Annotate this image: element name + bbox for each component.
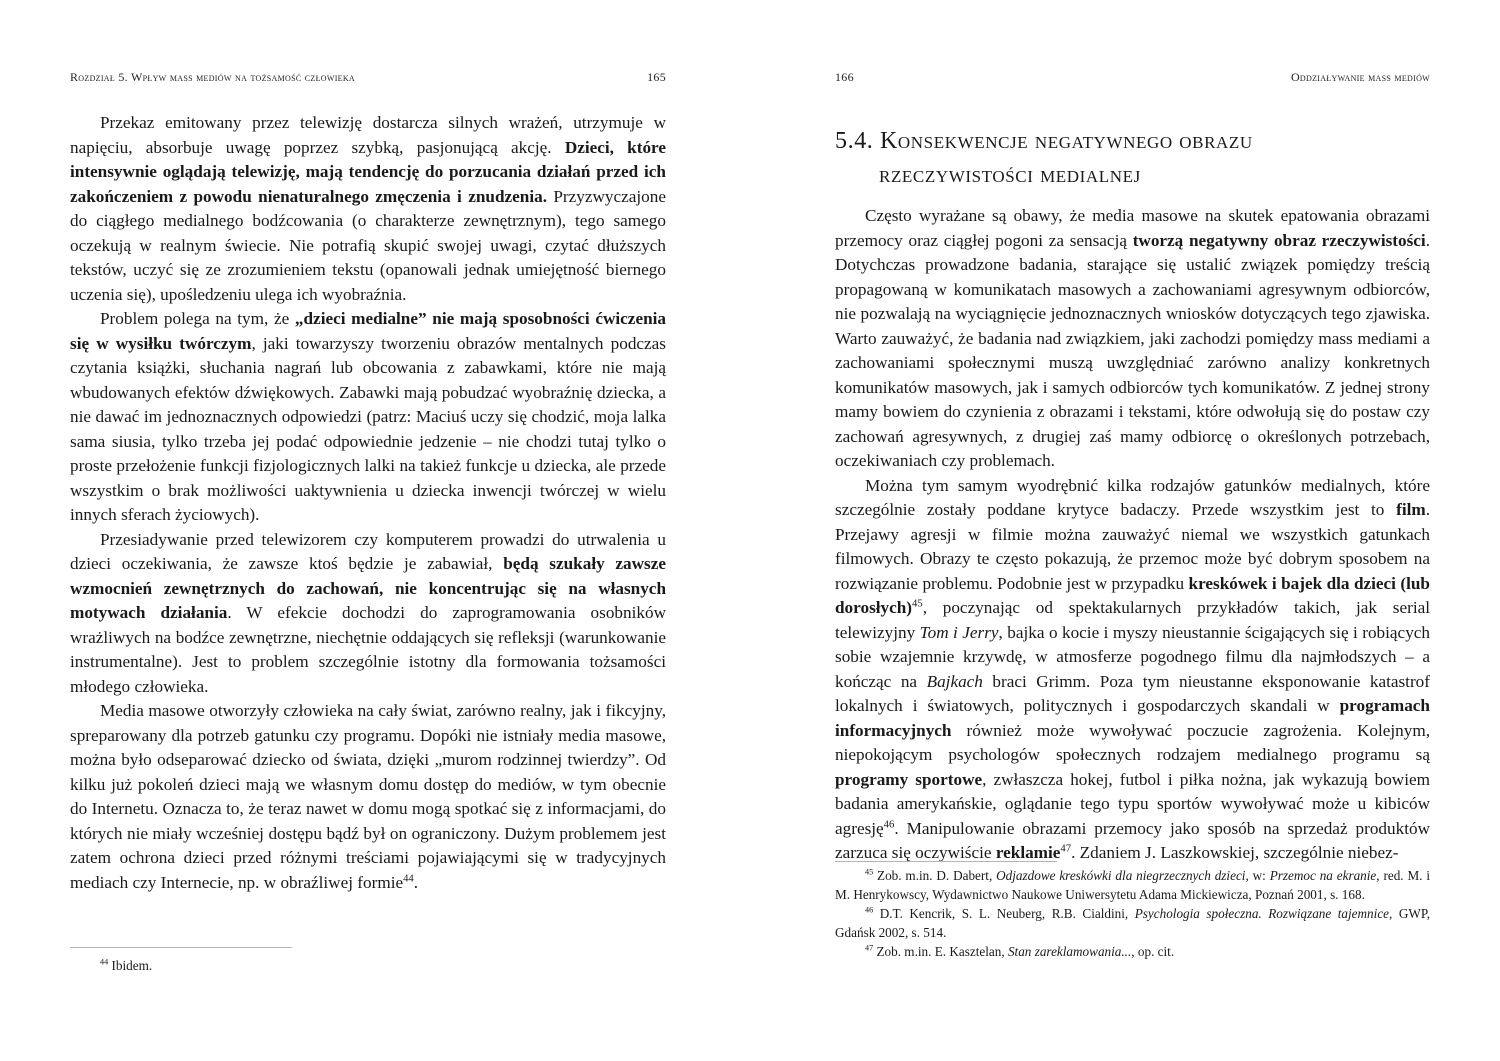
text-run: programy sportowe — [835, 769, 983, 789]
paragraph — [70, 699, 666, 895]
paragraph — [70, 111, 666, 307]
text-run: programach informacyjnych — [835, 696, 1430, 740]
text-run: „dzieci medialne” nie mają sposobności ćwiczenia się w wysiłku twórczym — [70, 309, 666, 353]
text-run: Stan zareklamowania... — [1007, 944, 1132, 959]
text-run: , op. cit. — [1131, 944, 1175, 959]
section-heading — [835, 124, 1430, 192]
text-run: D.T. Kencrik, S. L. Neuberg, R.B. Cialdini, — [873, 906, 1135, 921]
paragraph — [70, 307, 666, 528]
footnote — [835, 904, 1430, 942]
text-run: . W efekcie dochodzi do zaprogramowania osobników wrażliwych na bodźce zewnętrzne, niechętnie oddających się refleksji (warunkowanie instrumentalne). Jest to problem szczególnie istotny dla formowania tożsamości młodego człowieka. — [70, 603, 666, 696]
left-page-number: 165 — [647, 70, 666, 84]
text-run: Psychologia społeczna. Rozwiązane tajemnice — [1134, 906, 1390, 921]
text-run: . Manipulowanie obrazami przemocy jako sposób na sprzedaż produktów zarzuca się oczywiście — [835, 818, 1430, 862]
right-page — [835, 0, 1430, 1061]
text-run: , GWP, Gdańsk 2002, s. 514. — [835, 906, 1430, 940]
note-ref: 47 — [865, 943, 874, 953]
text-run: . Dotychczas prowadzone badania, starające się ustalić związek pomiędzy treścią propagowaną w komunikatach masowych a zachowaniami agresywnym odbiorców, nie pozwalają na wyciągnięcie jednoznacznych wniosków dotyczących tego zjawiska. Warto zauważyć, że badania nad związkiem, jaki zachodzi pomiędzy mass mediami a zachowaniami społecznymi muszą uwzględniać zarówno analizy konkretnych komunikatów masowych, jak i samych odbiorców tych komunikatów. Z jednej strony mamy bowiem do czynienia z obrazami i tekstami, które odwołują się do postaw czy zachowań agresywnych, z drugiej zaś mamy odbiorcę o określonych potrzebach, oczekiwaniach czy problemach. — [835, 230, 1430, 470]
text-run: . Przejawy agresji w filmie można zauważyć niemal we wszystkich gatunkach filmowych. Obrazy te często pokazują, że przemoc może być dobrym sposobem na rozwiązanie problemu. Podobnie jest w przypadku — [835, 500, 1430, 593]
left-page — [70, 0, 666, 1061]
left-footnote-rule — [70, 947, 292, 948]
text-run: Często wyrażane są obawy, że media masowe na skutek epatowania obrazami przemocy oraz ciągłej pogoni za sensacją — [835, 206, 1430, 250]
text-run: Przesiadywanie przed telewizorem czy komputerem prowadzi do utrwalenia u dzieci oczekiwania, że zawsze ktoś będzie je zabawiał, — [70, 529, 666, 573]
text-run: braci Grimm. Poza tym nieustanne eksponowanie katastrof lokalnych i światowych, politycznych i gospodarczych skandali w — [835, 671, 1430, 715]
section-heading-line2: rzeczywistości medialnej — [879, 162, 1141, 188]
right-running-head — [835, 70, 1430, 85]
text-run: Zob. m.in. D. Dabert, — [873, 868, 997, 883]
footnote — [835, 866, 1430, 904]
text-run: Problem polega na tym, że — [100, 309, 295, 328]
text-run: , red. M. i M. Henrykowscy, Wydawnictwo Naukowe Uniwersytetu Adama Mickiewicza, Poznań 2001, s. 168. — [835, 868, 1430, 902]
text-run: Dzieci, które intensywnie oglądają telewizję, mają tendencję do porzucania działań przed ich zakończeniem z powodu nienaturalnego zmęczenia i znudzenia. — [70, 137, 666, 206]
text-run: Bajkach — [926, 671, 983, 691]
text-run: Media masowe otworzyły człowieka na cały świat, zarówno realny, jak i fikcyjny, spreparowany dla potrzeb gatunku czy programu. Dopóki nie istniały media masowe, można było odseparować dziecko od świata, dzięki „murom rodzinnej twierdzy”. Od kilku już pokoleń dzieci mają we własnym domu dostęp do mediów, w tym obecnie do Internetu. Oznacza to, że teraz nawet w domu mogą spotkać się z informacjami, do których nie miały wcześniej dostępu bądź był on ograniczony. Dużym problemem jest zatem ochrona dzieci przed różnymi treściami pojawiającymi się w tradycyjnych mediach czy Internecie, np. w obraźliwej formie — [70, 701, 666, 892]
text-run: Przekaz emitowany przez telewizję dostarcza silnych wrażeń, utrzymuje w napięciu, absorbuje uwagę poprzez szybką, pasjonującą akcję. — [70, 113, 666, 157]
text-run: tworzą negatywny obraz rzeczywistości — [1132, 230, 1426, 250]
text-run: Zob. m.in. E. Kasztelan, — [873, 944, 1008, 959]
right-footnotes — [835, 866, 1430, 961]
paragraph — [70, 528, 666, 700]
text-run: reklamie — [995, 843, 1061, 862]
footnote — [70, 956, 666, 975]
section-heading-line1: 5.4. Konsekwencje negatywnego obrazu — [835, 128, 1253, 154]
text-run: Można tym samym wyodrębnić kilka rodzajów gatunków medialnych, które szczególnie zostały poddane krytyce badaczy. Przede wszystkim jest to — [835, 475, 1430, 519]
text-run: Przemoc na ekranie — [1269, 868, 1377, 883]
footnote — [835, 942, 1430, 961]
left-running-head — [70, 70, 666, 85]
text-run: , jaki towarzyszy tworzeniu obrazów mentalnych podczas czytania książki, słuchania nagrań lub obcowania z zabawkami, które nie mają wbudowanych efektów dźwiękowych. Zabawki mają pobudzać wyobraźnię dziecka, a nie dawać im jednoznacznych odpowiedzi (patrz: Maciuś uczy się chodzić, moja lalka sama siusia, tylko trzeba jej podać odpowiednie jedzenie – nie chodzi tutaj tylko o proste przełożenie funkcji fizjologicznych lalki na takież funkcje u dziecka, ale przede wszystkim o brak możliwości uaktywnienia u dziecka inwencji twórczej w wielu innych sferach życiowych). — [70, 333, 666, 524]
note-ref: 47 — [1060, 843, 1072, 855]
right-footnote-rule — [835, 861, 1057, 862]
text-run: będą szukały zawsze wzmocnień zewnętrznych do zachowań, nie koncentrując się na własnych motywach działania — [70, 554, 666, 622]
text-run: Przyzwyczajone do ciągłego medialnego bodźcowania (o charakterze zewnętrznym), tego samego oczekują w realnym świecie. Nie potrafią skupić swojej uwagi, czytać dłuższych tekstów, uczyć się ze zrozumieniem tekstu (opanowali jednak umiejętność biernego uczenia się), upośledzeniu ulega ich wyobraźnia. — [70, 186, 666, 304]
text-run: Odjazdowe kreskówki dla niegrzecznych dzieci — [996, 868, 1246, 883]
text-run: . Zdaniem J. Laszkowskiej, szczególnie niebez- — [1071, 843, 1399, 862]
right-page-number: 166 — [835, 70, 854, 84]
left-footnotes — [70, 956, 666, 975]
note-ref: 44 — [403, 872, 414, 884]
text-run: kreskówek i bajek dla dzieci (lub dorosłych) — [835, 573, 1430, 617]
note-ref: 44 — [100, 957, 109, 967]
paragraph — [835, 204, 1430, 474]
text-run: . — [413, 872, 419, 892]
paragraph — [835, 474, 1430, 866]
text-run: Tom i Jerry — [919, 622, 999, 642]
text-run: , zwłaszcza hokej, futbol i piłka nożna, jak wykazują bowiem badania amerykańskie, oglądanie tego typu sportów wywoływać może u kibiców agresję — [835, 769, 1430, 838]
right-running-head-title: Oddziaływanie mass mediów — [1290, 70, 1430, 84]
text-run: , w: — [1245, 868, 1270, 883]
right-body-text — [835, 204, 1430, 866]
text-run: , bajka o kocie i myszy nieustannie ścigających się i robiących sobie wzajemnie krzywdę, w atmosferze pogodnego filmu dla najmłodszych – a kończąc na — [835, 622, 1431, 691]
note-ref: 45 — [865, 867, 874, 877]
left-running-head-title: Rozdział 5. Wpływ mass mediów na tożsamość człowieka — [70, 70, 355, 84]
text-run: film — [1396, 500, 1426, 519]
left-body-text — [70, 111, 666, 895]
text-run: , poczynając od spektakularnych przykładów takich, jak serial telewizyjny — [835, 598, 1430, 642]
note-ref: 46 — [883, 818, 895, 830]
text-run: Ibidem. — [108, 958, 153, 973]
text-run: również może wywoływać poczucie zagrożenia. Kolejnym, niepokojącym psychologów społecznych rodzajem medialnego programu są — [835, 720, 1430, 764]
note-ref: 46 — [865, 905, 874, 915]
note-ref: 45 — [912, 598, 923, 610]
